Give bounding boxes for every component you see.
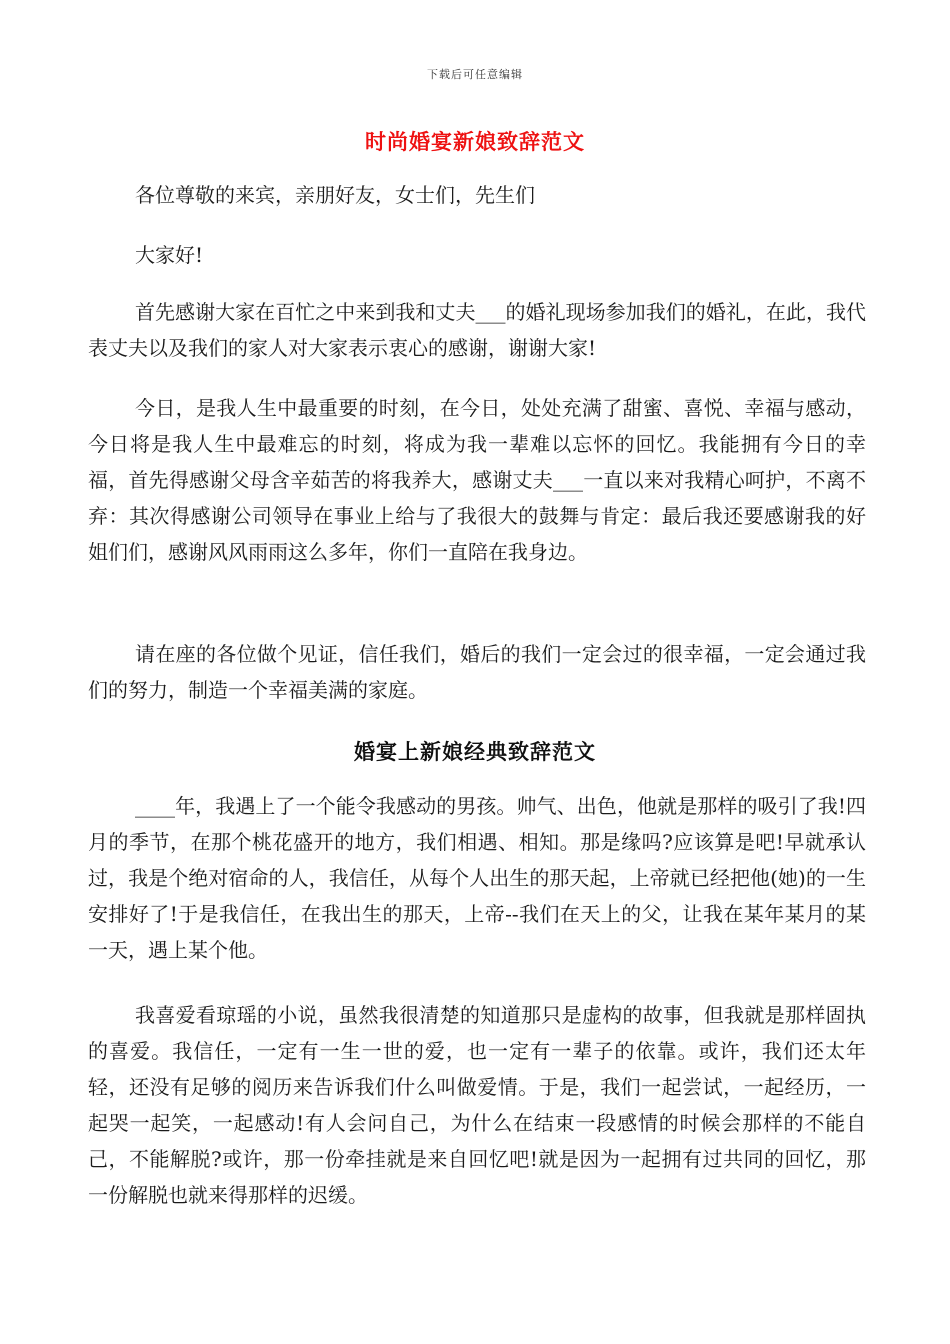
paragraph-hello: 大家好!: [135, 243, 204, 267]
paragraph-thanks: 首先感谢大家在百忙之中来到我和丈夫___的婚礼现场参加我们的婚礼，在此，我代表丈夫以及我们的家人对大家表示衷心的感谢，谢谢大家!: [88, 300, 866, 360]
section1-title: 时尚婚宴新娘致辞范文: [365, 129, 585, 154]
paragraph-meeting: ____年，我遇上了一个能令我感动的男孩。帅气、出色，他就是那样的吸引了我!四月的季节，在那个桃花盛开的地方，我们相遇、相知。那是缘吗?应该算是吧!早就承认过，我是个绝对宿命的人，我信任，从每个人出生的那天起，上帝就已经把他(她)的一生安排好了!于是我信任，在我出生的那天，上帝--我们在天上的父，让我在某年某月的某一天，遇上某个他。: [88, 794, 866, 962]
section2-title: 婚宴上新娘经典致辞范文: [354, 739, 596, 764]
paragraph-today: 今日，是我人生中最重要的时刻，在今日，处处充满了甜蜜、喜悦、幸福与感动，今日将是我人生中最难忘的时刻，将成为我一辈难以忘怀的回忆。我能拥有今日的幸福，首先得感谢父母含辛茹苦的将我养大，感谢丈夫___一直以来对我精心呵护，不离不弃：其次得感谢公司领导在事业上给与了我很大的鼓舞与肯定：最后我还要感谢我的好姐们们，感谢风风雨雨这么多年，你们一直陪在我身边。: [88, 396, 866, 564]
header-note: 下载后可任意编辑: [427, 68, 523, 81]
paragraph-greeting: 各位尊敬的来宾，亲朋好友，女士们，先生们: [135, 183, 535, 207]
paragraph-novels: 我喜爱看琼瑶的小说，虽然我很清楚的知道那只是虚构的故事，但我就是那样固执的喜爱。我信任，一定有一生一世的爱，也一定有一辈子的依靠。或许，我们还太年轻，还没有足够的阅历来告诉我们什么叫做爱情。于是，我们一起尝试，一起经历，一起哭一起笑，一起感动!有人会问自己，为什么在结束一段感情的时候会那样的不能自己，不能解脱?或许，那一份牵挂就是来自回忆吧!就是因为一起拥有过共同的回忆，那一份解脱也就来得那样的迟缓。: [88, 1003, 866, 1207]
paragraph-witness: 请在座的各位做个见证，信任我们，婚后的我们一定会过的很幸福，一定会通过我们的努力，制造一个幸福美满的家庭。: [88, 642, 866, 702]
